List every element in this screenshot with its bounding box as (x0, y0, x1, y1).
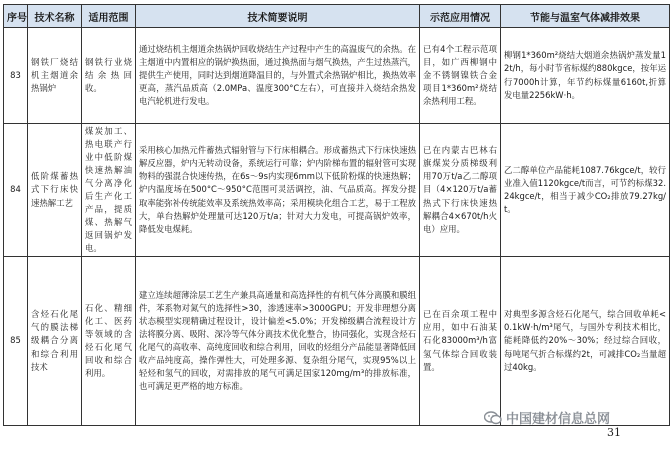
tech-application: 已在百余项工程中应用，如中石油某石化83000m³/h富氢气体综合回收装置。 (420, 257, 501, 426)
watermark (484, 408, 610, 427)
tech-name: 低阶煤蓄热式下行床快速热解工艺 (28, 124, 82, 257)
header-application: 示范应用情况 (420, 5, 501, 28)
tech-effect: 柳钢1*360m²烧结大烟道余热锅炉蒸发量12t/h，每小时节省标煤约880kgce，按年运行7000h计算，年节约标煤量6160t,折算发电量2256kW·h。 (501, 28, 670, 124)
tech-scope: 煤炭加工、热电联产行业中低阶煤快速热解油气分离净化后生产化工产品，提质煤、热解气返回锅炉发电。 (82, 124, 136, 257)
tech-description: 建立连续超薄涂层工艺生产兼具高通量和高选择性的有机气体分离膜和膜组件，苯系物对氮气的选择性>30，渗透速率>3000GPU；开发非理想分离状态模型实现精确过程设计，设计偏差<5.0%；开发梯级耦合流程设计方法将膜分离、吸附、深冷等气体分离技术优化整合，协同强化，实现含烃石化尾气的高收率、高纯度回收和综合利用，回收的烃组分产品能显著降低回收产品纯度高，操作弹性大，可处理多源、复杂组分尾气，实现95%以上轻烃和氢气的回收，对需排放的尾气可满足国家120mg/m³的排放标准，也可满足更严格的地方标准。 (136, 257, 420, 426)
page-number: 31 (607, 426, 621, 439)
tech-name: 含烃石化尾气的膜法梯级耦合分离和综合利用技术 (28, 257, 82, 426)
tech-scope: 钢铁行业烧结余热回收。 (82, 28, 136, 124)
table-row (4, 257, 670, 426)
row-number: 83 (4, 28, 28, 124)
tech-application: 已有4个工程示范项目，如广西柳钢中金不锈钢镍铁合金项目1*360m²烧结余热利用工程。 (420, 28, 501, 124)
header-effect: 节能与温室气体减排效果 (501, 5, 670, 28)
tech-description: 采用核心加热元件蓄热式辐射管与下行床相耦合。形成蓄热式下行床快速热解反应器，炉内无转动设备，系统运行可靠；炉内阶梯布置的辐射管可实现物料的强混合快速传热，在6s～9s内实现6mm以下低阶粉煤的快速热解；炉内温度场在500°C～950°C范围可灵活调控，油、气品质高。挥发分提取率能弥补传统能效率及系统热效率高；采用模块化组合工艺，易于工程放大，单台热解炉处理量可达120万t/a；针对大力发电，可提高锅炉效率，降低发电煤耗。 (136, 124, 420, 257)
tech-application: 已在内蒙古巴林右旗煤炭分质梯级利用70万t/a乙二醇项目（4×120万t/a蓄热式下行床快速热解耦合4×670t/h火电）应用。 (420, 124, 501, 257)
header-tech-name: 技术名称 (28, 5, 82, 28)
tech-name: 钢铁厂烧结机主烟道余热锅炉 (28, 28, 82, 124)
tech-effect: 乙二醇单位产品能耗1087.76kgce/t，较行业准入值1120kgce/t而言，可节约标煤32.24kgce/t，相当于减少CO₂排放79.27kg/t。 (501, 124, 670, 257)
table-header-row (4, 5, 670, 28)
watermark-text: 中国建材信息总网 (506, 412, 611, 427)
tech-effect: 对典型多源含烃石化尾气，综合回收单耗<0.1kW·h/m³尾气，与国外专利技术相比，能耗降低约20%～30%；经过综合回收，每吨尾气折合标煤约2t，可减排CO₂当量超过40kg。 (501, 257, 670, 426)
header-scope: 适用范围 (82, 5, 136, 28)
row-number: 84 (4, 124, 28, 257)
table-row (4, 124, 670, 257)
technology-table (3, 4, 670, 426)
tech-scope: 石化、精细化工、医药等领域的含烃石化尾气回收和综合利用。 (82, 257, 136, 426)
header-no: 序号 (4, 5, 28, 28)
row-number: 85 (4, 257, 28, 426)
table-row (4, 28, 670, 124)
tech-description: 通过烧结机主烟道余热锅炉回收烧结生产过程中产生的高温废气的余热。在主烟道中内置相应的锅炉换热面，通过换热面与烟气换热，产生过热蒸汽，提供生产使用，同时达到烟道降温目的，与外置式余热锅炉相比，换热效率更高，蒸汽品质高（2.0MPa、温度300°C左右），可直接并入烧结余热发电汽轮机进行发电。 (136, 28, 420, 124)
wechat-icon (484, 411, 502, 425)
header-description: 技术简要说明 (136, 5, 420, 28)
